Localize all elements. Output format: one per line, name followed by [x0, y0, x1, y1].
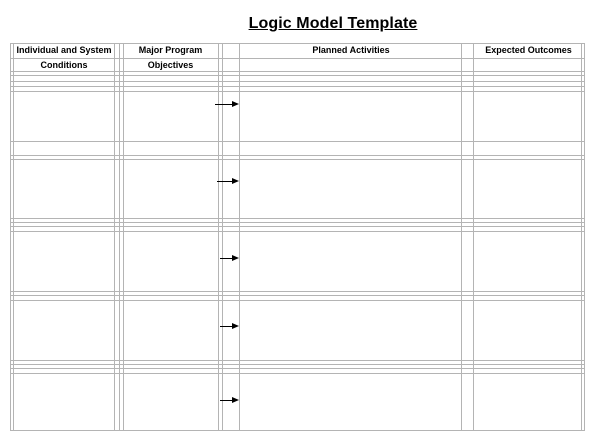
arrow-right-icon [215, 100, 239, 110]
arrow-right-icon [220, 322, 239, 332]
header-planned-activities: Planned Activities [312, 45, 390, 55]
header-individual-system-line1: Individual and System [16, 45, 112, 55]
arrow-right-icon [217, 177, 239, 187]
header-major-program-line1: Major Program [138, 45, 203, 55]
header-individual-system-line2: Conditions [40, 60, 88, 70]
arrow-right-icon [220, 254, 239, 264]
arrow-right-icon [220, 396, 239, 406]
header-major-program-line2: Objectives [147, 60, 194, 70]
header-expected-outcomes: Expected Outcomes [485, 45, 572, 55]
page-title: Logic Model Template [248, 15, 418, 32]
